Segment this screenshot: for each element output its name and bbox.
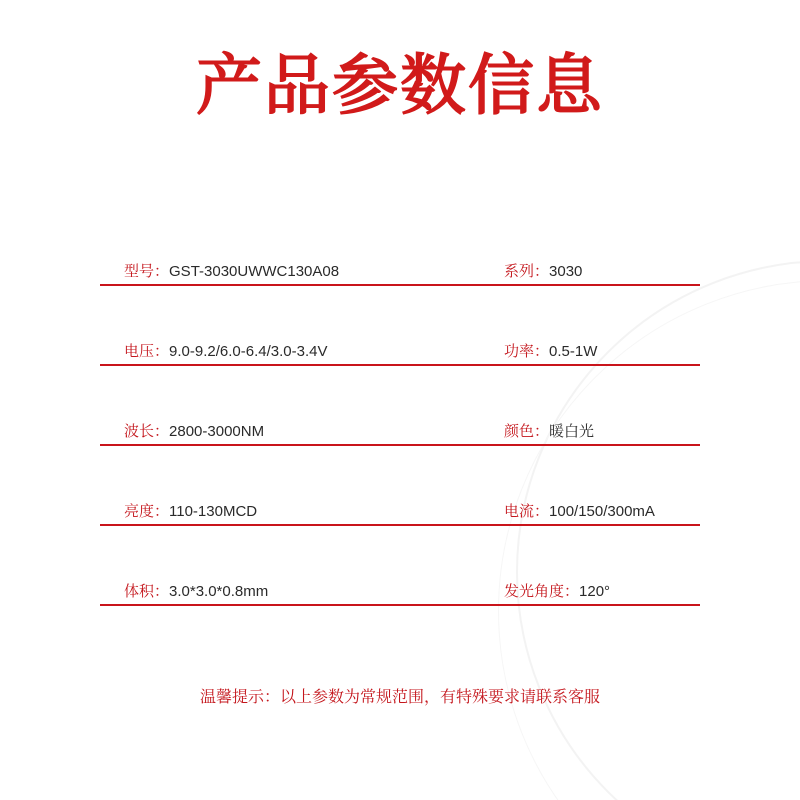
spec-table [100, 254, 700, 654]
spec-beam-angle-label: 发光角度： [504, 583, 580, 600]
spec-size-value: 3.0*3.0*0.8mm [169, 583, 269, 600]
spec-voltage [124, 340, 327, 361]
page-title: 产品参数信息 [196, 47, 604, 124]
spec-model [124, 260, 339, 281]
spec-beam-angle-value: 120° [579, 583, 611, 600]
spec-series [504, 260, 582, 281]
spec-row-brightness [100, 494, 700, 574]
spec-brightness-value: 110-130MCD [169, 503, 258, 520]
spec-beam-angle [504, 580, 610, 601]
row-divider [100, 284, 700, 286]
spec-current [504, 500, 655, 521]
spec-row-voltage [100, 334, 700, 414]
spec-color-label: 颜色： [504, 423, 550, 440]
spec-row-size [100, 574, 700, 654]
spec-wavelength [124, 420, 264, 441]
tip-note: 温馨提示：以上参数为常规范围，有特殊要求请联系客服 [199, 687, 600, 706]
spec-series-value: 3030 [549, 263, 583, 280]
spec-wavelength-label: 波长： [124, 423, 170, 440]
spec-voltage-label: 电压： [124, 343, 170, 360]
spec-power [504, 340, 597, 361]
spec-model-label: 型号： [124, 263, 170, 280]
spec-current-value: 100/150/300mA [549, 503, 655, 520]
spec-voltage-value: 9.0-9.2/6.0-6.4/3.0-3.4V [169, 343, 328, 360]
spec-power-label: 功率： [504, 343, 550, 360]
spec-brightness [124, 500, 257, 521]
row-divider [100, 604, 700, 606]
spec-row-model [100, 254, 700, 334]
spec-brightness-label: 亮度： [124, 503, 170, 520]
row-divider [100, 444, 700, 446]
spec-size-label: 体积： [124, 583, 170, 600]
spec-model-value: GST-3030UWWC130A08 [169, 263, 340, 280]
row-divider [100, 524, 700, 526]
spec-row-wavelength [100, 414, 700, 494]
spec-wavelength-value: 2800-3000NM [169, 423, 265, 440]
spec-color-value: 暖白光 [549, 423, 595, 440]
spec-color [504, 420, 594, 441]
spec-series-label: 系列： [504, 263, 550, 280]
row-divider [100, 364, 700, 366]
spec-current-label: 电流： [504, 503, 550, 520]
spec-size [124, 580, 268, 601]
spec-power-value: 0.5-1W [549, 343, 598, 360]
